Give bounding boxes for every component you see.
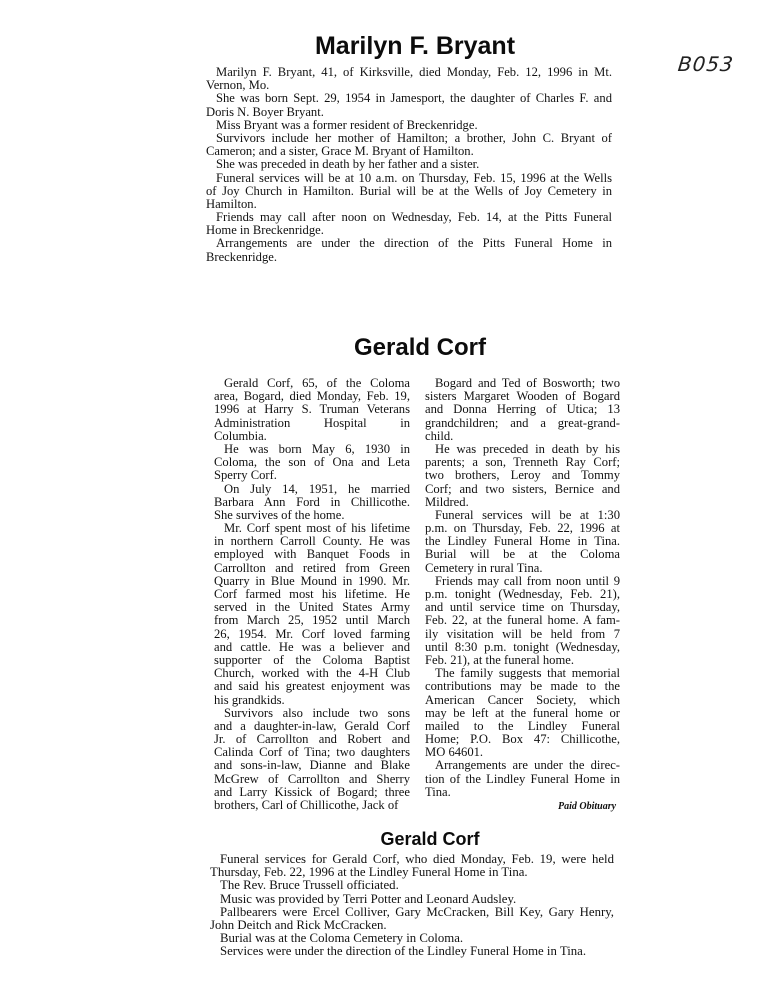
text-line: Hamilton. [206, 196, 257, 211]
text-line: Survivors also include two sons [224, 705, 410, 720]
text-line: Coloma, the son of Ona and Leta [214, 455, 410, 470]
paragraph [210, 853, 614, 879]
text-line: p.m. tonight (Wednesday, Feb. 21), [425, 587, 620, 601]
text-line: Breckenridge. [206, 249, 277, 264]
text-line: Feb. 21), at the funeral home. [425, 652, 574, 667]
text-line: MO 64601. [425, 745, 484, 760]
paragraph [425, 377, 620, 443]
text-line: and said his greatest enjoyment was [214, 679, 410, 694]
text-line: and cattle. He was a believer and [214, 639, 410, 654]
text-line: Cameron; and a sister, Grace M. Bryant of Hamilton. [206, 144, 474, 159]
text-line: employed with Banquet Foods in [214, 547, 410, 562]
paragraph [214, 707, 410, 813]
text-line: Arrangements are under the direc- [435, 758, 620, 773]
paragraph [206, 237, 612, 263]
text-line: tion of the Lindley Funeral Home in [425, 771, 620, 786]
corf-left-column [214, 377, 410, 812]
paragraph [206, 172, 612, 212]
text-line: Mr. Corf spent most of his lifetime [224, 521, 410, 536]
text-line: from March 25, 1952 until March [214, 613, 410, 628]
text-line: Sperry Corf. [214, 468, 277, 483]
text-line: Church, worked with the 4-H Club [214, 666, 410, 681]
text-line: Friends may call from noon until 9 [435, 573, 620, 588]
text-line: Arrangements are under the direction of the Pitts Funeral Home in [216, 236, 612, 251]
text-line: brothers, Carl of Chillicothe, Jack of [214, 798, 399, 812]
text-line: until 8:30 p.m. tonight (Wednesday, [425, 639, 620, 654]
paragraph [210, 893, 614, 906]
text-line: Bogard and Ted of Bosworth; two [435, 376, 620, 390]
text-line: Funeral services will be at 10 a.m. on Thursday, Feb. 15, 1996 at the Wells [216, 170, 612, 185]
text-line: Corf; and two sisters, Bernice and [425, 481, 620, 496]
text-line: Pallbearers were Ercel Colliver, Gary McCracken, Bill Key, Gary Henry, [220, 904, 614, 919]
text-line: contributions may be made to the [425, 679, 620, 694]
corf-services-title: Gerald Corf [380, 829, 480, 849]
paragraph [425, 759, 620, 799]
text-line: Calinda Corf of Tina; two daughters [214, 745, 410, 760]
text-line: and a daughter-in-law, Gerald Corf [214, 718, 410, 733]
paragraph [210, 945, 614, 958]
text-line: He was preceded in death by his [435, 441, 620, 456]
text-line: Mildred. [425, 494, 469, 509]
text-line: The family suggests that memorial [435, 666, 620, 681]
text-line: Home; P.O. Box 47: Chillicothe, [425, 732, 620, 747]
text-line: of Joy Church in Hamilton. Burial will be at the Wells of Joy Cemetery in [206, 183, 612, 198]
bryant-body [206, 66, 612, 264]
text-line: ily visitation will be held from 7 [425, 626, 620, 641]
text-line: Burial was at the Coloma Cemetery in Coloma. [220, 931, 464, 946]
corf-title: Gerald Corf [353, 334, 487, 361]
text-line: Miss Bryant was a former resident of Breckenridge. [216, 117, 478, 132]
text-line: American Cancer Society, which [425, 692, 620, 707]
paragraph [425, 509, 620, 575]
text-line: McGrew of Carrollton and Sherry [214, 771, 410, 786]
bryant-title: Marilyn F. Bryant [314, 32, 516, 60]
text-line: Services were under the direction of the Lindley Funeral Home in Tina. [220, 944, 587, 959]
text-line: Barbara Ann Ford in Chillicothe. [214, 494, 410, 509]
text-line: 1996 at Harry S. Truman Veterans [214, 402, 410, 417]
text-line: Carrollton and retired from Green [214, 560, 410, 575]
paragraph [206, 211, 612, 237]
text-line: and sons-in-law, Dianne and Blake [214, 758, 410, 773]
paragraph [206, 158, 612, 171]
text-line: p.m. on Thursday, Feb. 22, 1996 at [425, 521, 620, 536]
text-line: Quarry in Blue Mound in 1990. Mr. [214, 573, 410, 588]
text-line: mailed to the Lindley Funeral [425, 718, 620, 733]
text-line: She was preceded in death by her father and a sister. [216, 157, 480, 172]
text-line: two brothers, Leroy and Tommy [425, 468, 620, 483]
text-line: Feb. 22, at the funeral home. A fam- [425, 613, 620, 628]
text-line: Friends may call after noon on Wednesday, Feb. 14, at the Pitts Funeral [216, 210, 612, 225]
paragraph [210, 879, 614, 892]
text-line: his grandkids. [214, 692, 285, 707]
text-line: John Deitch and Rick McCracken. [210, 917, 387, 932]
paragraph [214, 377, 410, 443]
text-line: 26, 1954. Mr. Corf loved farming [214, 626, 410, 641]
text-line: in northern Carroll County. He was [214, 534, 410, 549]
text-line: Cemetery in rural Tina. [425, 560, 543, 575]
text-line: Administration Hospital in [214, 415, 410, 430]
paid-obituary-label: Paid Obituary [558, 801, 617, 812]
paragraph [425, 667, 620, 759]
text-line: supporter of the Coloma Baptist [214, 652, 410, 667]
text-line: and Larry Kissick of Bogard; three [214, 784, 410, 799]
text-line: Thursday, Feb. 22, 1996 at the Lindley Funeral Home in Tina. [210, 865, 528, 880]
text-line: child. [425, 428, 454, 443]
corf-services-body [210, 853, 614, 959]
text-line: may be left at the funeral home or [425, 705, 620, 720]
text-line: Gerald Corf, 65, of the Coloma [224, 376, 410, 390]
text-line: Corf farmed most his lifetime. He [214, 587, 410, 601]
paragraph [206, 66, 612, 92]
paragraph [210, 906, 614, 932]
paragraph [206, 92, 612, 118]
text-line: parents; a son, Trenneth Ray Corf; [425, 455, 620, 470]
text-line: On July 14, 1951, he married [224, 481, 410, 496]
text-line: Burial will be at the Coloma [425, 547, 620, 562]
text-line: Vernon, Mo. [206, 78, 270, 93]
text-line: the Lindley Funeral Home in Tina. [425, 534, 620, 549]
text-line: Doris N. Boyer Bryant. [206, 104, 324, 119]
text-line: She was born Sept. 29, 1954 in Jamesport, the daughter of Charles F. and [216, 91, 612, 106]
text-line: Marilyn F. Bryant, 41, of Kirksville, died Monday, Feb. 12, 1996 in Mt. [216, 65, 612, 79]
paragraph [425, 575, 620, 667]
text-line: Jr. of Carrollton and Robert and [214, 732, 410, 747]
text-line: grandchildren; and a great-grand- [425, 415, 620, 430]
paragraph [214, 443, 410, 483]
paragraph [214, 522, 410, 707]
text-line: Funeral services for Gerald Corf, who died Monday, Feb. 19, were held [220, 852, 614, 866]
text-line: and until service time on Thursday, [425, 600, 620, 615]
text-line: The Rev. Bruce Trussell officiated. [220, 878, 399, 893]
text-line: He was born May 6, 1930 in [224, 441, 410, 456]
text-line: Tina. [425, 784, 451, 799]
text-line: Home in Breckenridge. [206, 223, 324, 238]
archive-stamp: B053 [676, 52, 736, 76]
text-line: sisters Margaret Wooden of Bogard [425, 389, 620, 404]
text-line: served in the United States Army [214, 600, 410, 615]
text-line: area, Bogard, died Monday, Feb. 19, [214, 389, 410, 404]
text-line: and Donna Herring of Utica; 13 [425, 402, 620, 417]
paragraph [425, 443, 620, 509]
paragraph [206, 132, 612, 158]
text-line: Columbia. [214, 428, 267, 443]
corf-right-column [425, 377, 620, 799]
text-line: Survivors include her mother of Hamilton; a brother, John C. Bryant of [216, 130, 612, 145]
paragraph [214, 483, 410, 523]
text-line: Funeral services will be at 1:30 [435, 507, 620, 522]
text-line: She survives of the home. [214, 507, 345, 522]
paragraph [206, 119, 612, 132]
text-line: Music was provided by Terri Potter and Leonard Audsley. [220, 891, 517, 906]
